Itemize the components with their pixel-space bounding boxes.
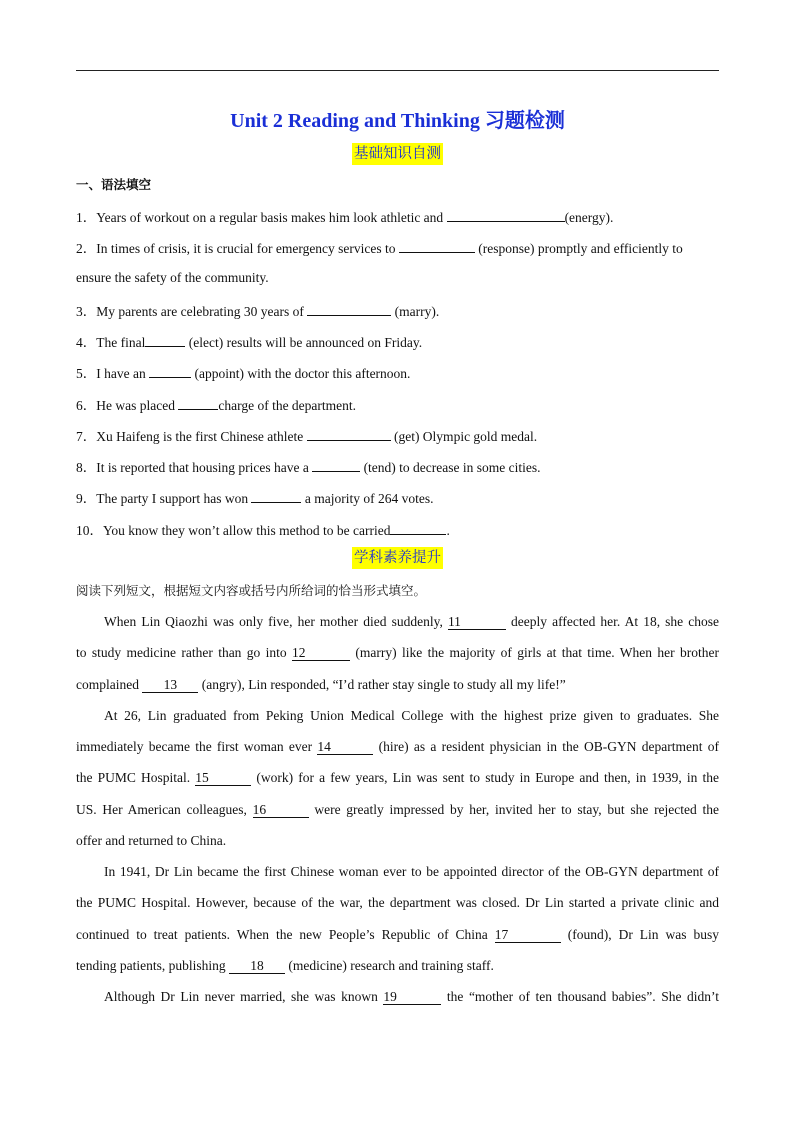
answer-blank[interactable] <box>447 208 565 222</box>
passage-text: deeply affected her. At 18, she chose <box>505 614 719 629</box>
passage-text: (hire) as a resident physician in the OB-GYN department of <box>373 739 719 754</box>
blank-17[interactable]: 17 <box>495 928 561 943</box>
passage-text: the “mother of ten thousand babies”. She didn’t <box>441 989 719 1004</box>
passage-line <box>76 958 719 974</box>
passage-text: (angry), Lin responded, “I’d rather stay single to study all my life!” <box>198 677 566 692</box>
question-9 <box>76 489 719 507</box>
section2-instruction: 阅读下列短文，根据短文内容或括号内所给词的恰当形式填空。 <box>76 583 427 598</box>
passage-line <box>76 677 719 693</box>
passage-line: offer and returned to China. <box>76 833 227 848</box>
passage-text: continued to treat patients. When the new People’s Republic of China <box>76 927 495 942</box>
question-text: . <box>446 523 450 538</box>
section-banner-basic <box>76 143 719 165</box>
question-text: My parents are celebrating 30 years of <box>96 304 308 319</box>
passage-line <box>76 770 719 786</box>
passage-line: In 1941, Dr Lin became the first Chinese woman ever to be appointed director of the OB-GYN department of <box>104 864 719 879</box>
blank-12[interactable]: 12 <box>292 646 350 661</box>
blank-14[interactable]: 14 <box>317 740 373 755</box>
passage-text: (marry) like the majority of girls at that time. When her brother <box>350 645 720 660</box>
answer-blank[interactable] <box>307 427 391 441</box>
blank-19[interactable]: 19 <box>383 990 441 1005</box>
page-title: Unit 2 Reading and Thinking 习题检测 <box>230 110 565 132</box>
answer-blank[interactable] <box>149 364 191 378</box>
question-text: Xu Haifeng is the first Chinese athlete <box>96 429 307 444</box>
answer-blank[interactable] <box>312 458 360 472</box>
passage-text: to study medicine rather than go into <box>76 645 293 660</box>
question-text: The party I support has won <box>96 491 252 506</box>
answer-blank[interactable] <box>399 239 475 253</box>
passage-line <box>76 802 719 818</box>
question-text: (tend) to decrease in some cities. <box>360 460 541 475</box>
question-text: a majority of 264 votes. <box>301 491 434 506</box>
question-3 <box>76 302 719 320</box>
question-8 <box>76 458 719 476</box>
blank-11[interactable]: 11 <box>448 615 506 630</box>
passage-text: (medicine) research and training staff. <box>285 958 494 973</box>
badge-basic: 基础知识自测 <box>352 143 443 165</box>
question-text: I have an <box>96 366 150 381</box>
question-text: Years of workout on a regular basis makes him look athletic and <box>96 210 447 225</box>
blank-13[interactable]: 13 <box>142 678 198 693</box>
question-text: He was placed <box>96 398 179 413</box>
passage-text: the PUMC Hospital. <box>76 770 196 785</box>
question-text: (appoint) with the doctor this afternoon. <box>191 366 411 381</box>
question-6 <box>76 396 719 414</box>
question-number: 4． <box>76 335 97 350</box>
question-2 <box>76 239 719 257</box>
answer-blank[interactable] <box>390 521 446 535</box>
question-text: (response) promptly and efficiently to <box>474 241 683 256</box>
passage-text: immediately became the first woman ever <box>76 739 318 754</box>
question-number: 5． <box>76 366 97 381</box>
passage-line: At 26, Lin graduated from Peking Union Medical College with the highest prize given to graduates. She <box>104 708 719 723</box>
question-text: (elect) results will be announced on Friday. <box>185 335 423 350</box>
answer-blank[interactable] <box>178 396 218 410</box>
answer-blank[interactable] <box>307 302 391 316</box>
question-number: 1． <box>76 210 97 225</box>
question-number: 3． <box>76 304 97 319</box>
passage-line <box>76 614 719 630</box>
question-number: 8． <box>76 460 97 475</box>
blank-16[interactable]: 16 <box>253 803 309 818</box>
passage-line <box>76 927 719 943</box>
question-text: The final <box>96 335 146 350</box>
passage-line <box>76 989 719 1005</box>
question-text: (marry). <box>391 304 440 319</box>
header-rule <box>76 70 719 71</box>
question-4 <box>76 333 719 351</box>
section-banner-advanced <box>76 547 719 569</box>
passage-line: the PUMC Hospital. However, because of the war, the department was closed. Dr Lin started a private clinic and <box>76 895 719 910</box>
passage-text: (work) for a few years, Lin was sent to study in Europe and then, in 1939, in the <box>251 770 719 785</box>
question-text: In times of crisis, it is crucial for emergency services to <box>96 241 399 256</box>
question-text: (get) Olympic gold medal. <box>390 429 538 444</box>
question-7 <box>76 427 719 445</box>
question-2-cont: ensure the safety of the community. <box>76 270 269 285</box>
question-text: You know they won’t allow this method to be carried <box>103 523 391 538</box>
answer-blank[interactable] <box>251 489 301 503</box>
blank-18[interactable]: 18 <box>229 959 285 974</box>
section1-heading: 一、语法填空 <box>76 177 152 192</box>
passage-text: (found), Dr Lin was busy <box>560 927 719 942</box>
passage-line <box>76 645 719 661</box>
passage-line <box>76 739 719 755</box>
question-text: (energy). <box>564 210 614 225</box>
question-1 <box>76 208 719 226</box>
question-text: charge of the department. <box>218 398 357 413</box>
passage-text: When Lin Qiaozhi was only five, her mother died suddenly, <box>104 614 448 629</box>
question-5 <box>76 364 719 382</box>
question-number: 10． <box>76 523 103 538</box>
blank-15[interactable]: 15 <box>195 771 251 786</box>
question-number: 2． <box>76 241 97 256</box>
question-number: 9． <box>76 491 97 506</box>
question-10 <box>76 521 719 539</box>
passage-text: tending patients, publishing <box>76 958 229 973</box>
passage-text: US. Her American colleagues, <box>76 802 253 817</box>
question-text: It is reported that housing prices have a <box>96 460 313 475</box>
badge-advanced: 学科素养提升 <box>352 547 443 569</box>
passage-text: complained <box>76 677 143 692</box>
answer-blank[interactable] <box>145 333 185 347</box>
passage-text: were greatly impressed by her, invited her to stay, but she rejected the <box>308 802 719 817</box>
question-number: 6． <box>76 398 97 413</box>
passage-text: Although Dr Lin never married, she was known <box>104 989 384 1004</box>
question-number: 7． <box>76 429 97 444</box>
